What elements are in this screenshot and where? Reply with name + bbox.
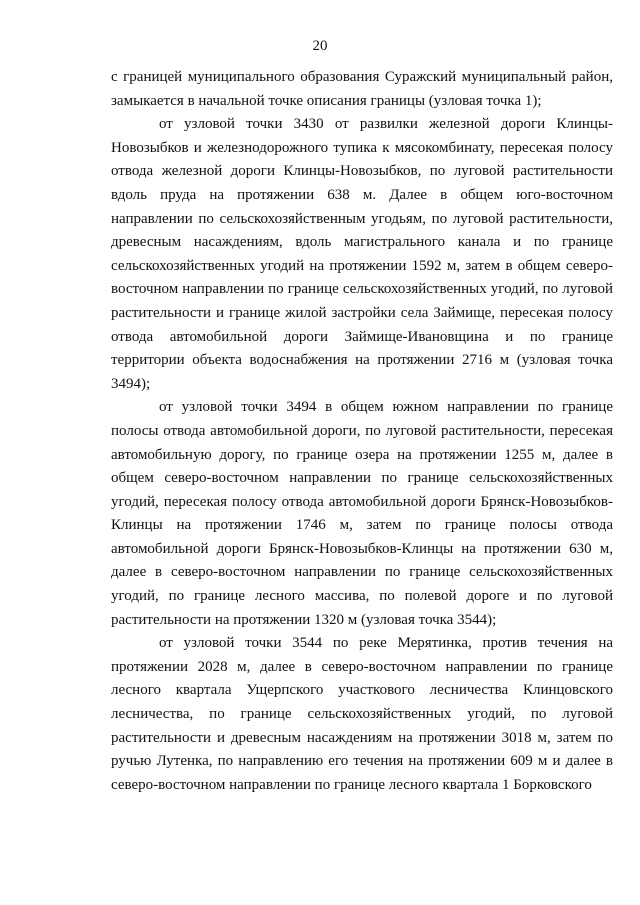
document-body (111, 66, 613, 797)
paragraph-node-3494: от узловой точки 3494 в общем южном направлении по границе полосы отвода автомобильной дороги, по луговой растительности, пересекая автомобильную дорогу, по границе озера на протяжении 1255 м, далее в общем северо-восточном направлении по границе сельскохозяйственных угодий, пересекая полосу отвода автомобильной дороги Брянск-Новозыбков-Клинцы на протяжении 1746 м, затем по границе полосы отвода автомобильной дороги Брянск-Новозыбков-Клинцы на протяжении 630 м, далее в северо-восточном направлении по границе сельскохозяйственных угодий, по границе лесного массива, по полевой дороге и по луговой растительности на протяжении 1320 м (узловая точка 3544); (111, 399, 613, 628)
paragraph-node-3430: от узловой точки 3430 от развилки железной дороги Клинцы-Новозыбков и железнодорожного тупика к мясокомбинату, пересекая полосу отвода железной дороги Клинцы-Новозыбков, по луговой растительности вдоль пруда на протяжении 638 м. Далее в общем юго-восточном направлении по сельскохозяйственным угодьям, по луговой растительности, древесным насаждениям, вдоль магистрального канала и по границе сельскохозяйственных угодий на протяжении 1592 м, затем в общем северо-восточном направлении по границе сельскохозяйственных угодий, по луговой растительности и границе жилой застройки села Займище, пересекая полосу отвода автомобильной дороги Займище-Ивановщина и по границе территории объекта водоснабжения на протяжении 2716 м (узловая точка 3494); (111, 116, 613, 392)
paragraph-node-3544: от узловой точки 3544 по реке Мерятинка, против течения на протяжении 2028 м, далее в северо-восточном направлении по границе лесного квартала Ущерпского участкового лесничества Клинцовского лесничества, по границе сельскохозяйственных угодий, по луговой растительности и древесным насаждениям на протяжении 3018 м, затем по ручью Лутенка, по направлению его течения на протяжении 609 м и далее в северо-восточном направлении по границе лесного квартала 1 Борковского (111, 635, 613, 793)
page-number: 20 (312, 38, 328, 54)
paragraph-continuation: с границей муниципального образования Суражский муниципальный район, замыкается в начальной точке описания границы (узловая точка 1); (111, 69, 613, 109)
